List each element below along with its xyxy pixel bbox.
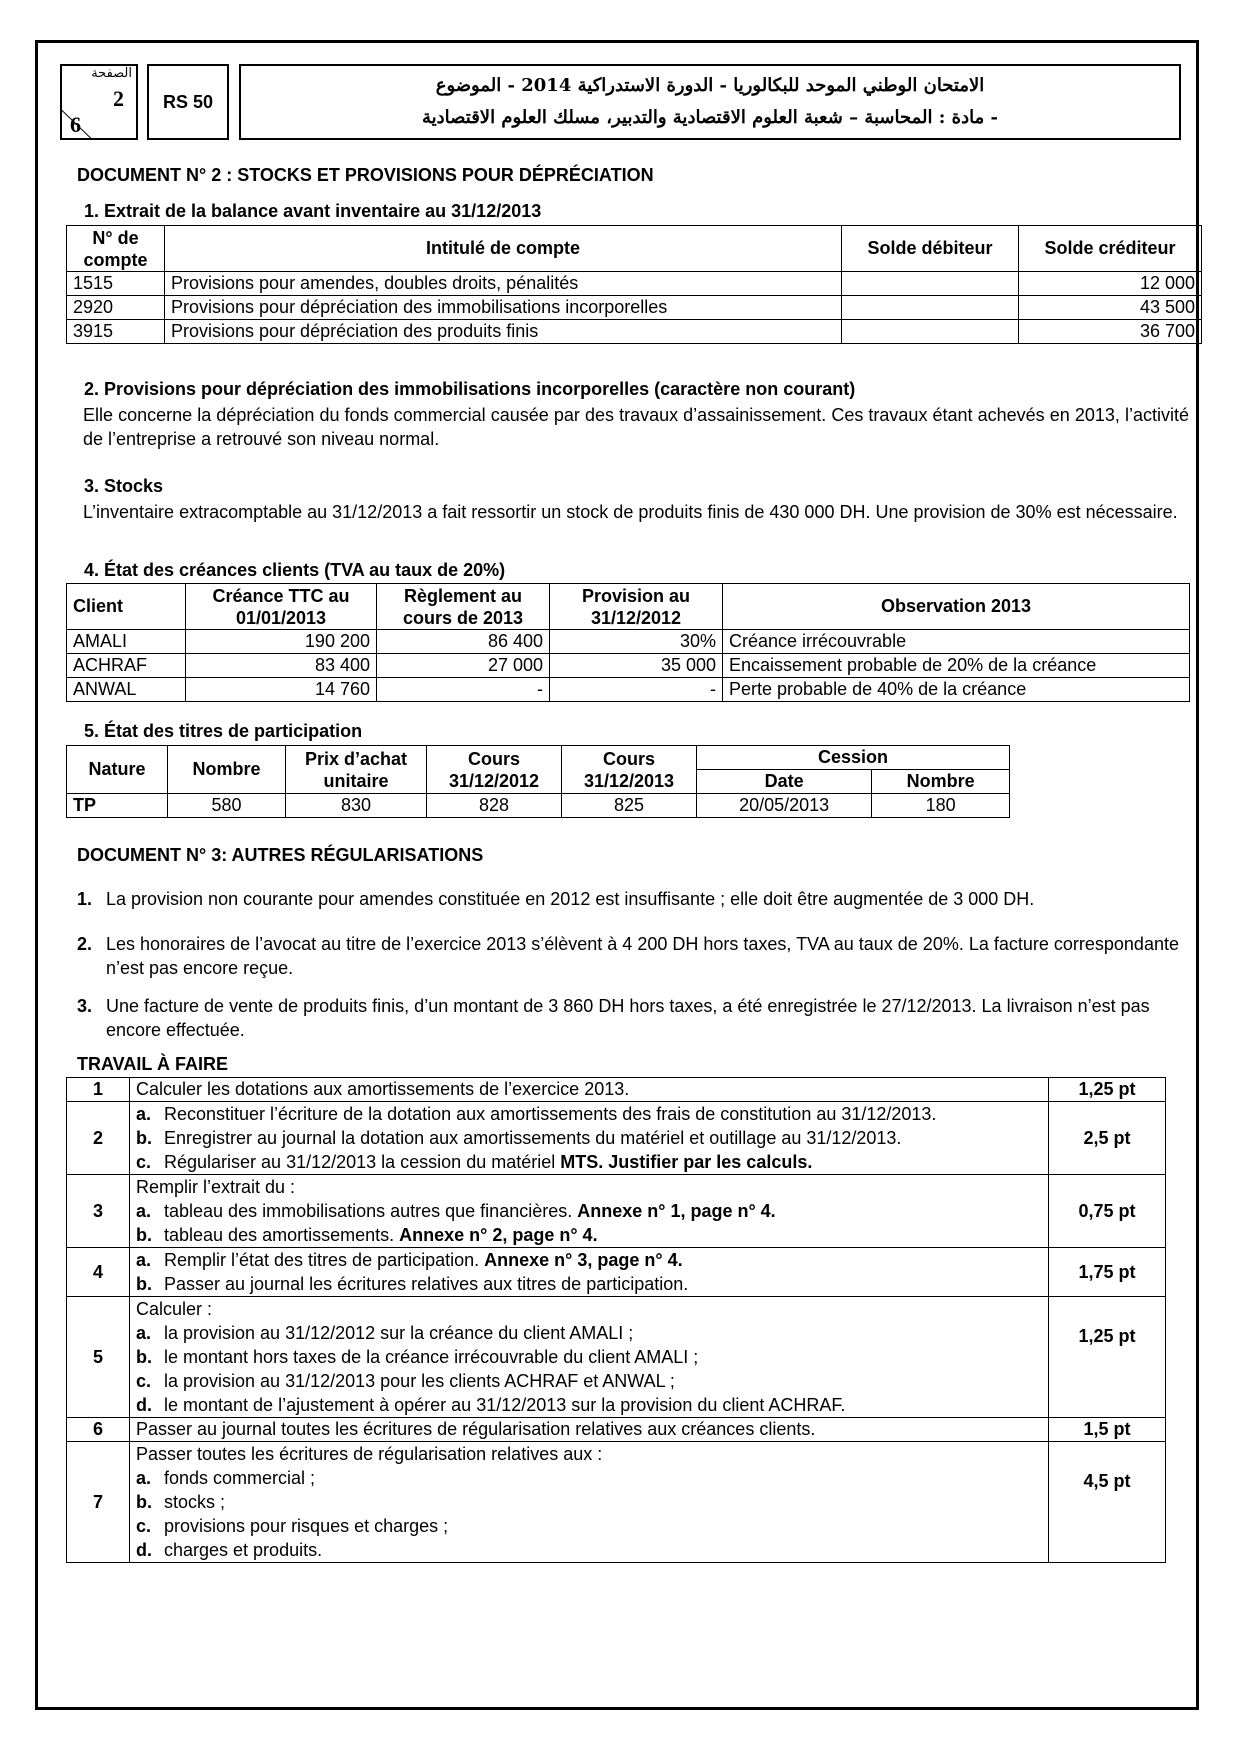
section2-text: Elle concerne la dépréciation du fonds commercial causée par des travaux d’assainissement. Ces travaux étant achevés en 2013, l’activité de l’entreprise a retrouvé son niveau normal. [83,405,1189,449]
col-client: Client [67,584,186,630]
item-text: Une facture de vente de produits finis, d’un montant de 3 860 DH hors taxes, a été enregistrée le 27/12/2013. La livraison n’est pas encore effectuée. [106,996,1150,1040]
subtask-text: charges et produits. [164,1540,323,1560]
table-row [67,794,1010,818]
subtask-text: provisions pour risques et charges ; [164,1516,449,1536]
item-text: La provision non courante pour amendes constituée en 2012 est insuffisante ; elle doit être augmentée de 3 000 DH. [106,889,1035,909]
cell-credit: 12 000 [1019,272,1202,296]
subtask-text: Remplir l’état des titres de participation. [164,1250,485,1270]
cell-reglement: 86 400 [377,630,550,654]
col-prix-achat: Prix d’achat unitaire [286,746,427,794]
cell-debit [842,320,1019,344]
cell-num: 3915 [67,320,165,344]
table-row [67,678,1190,702]
task-text [130,1297,1049,1418]
col-provision: Provision au 31/12/2012 [550,584,723,630]
col-cession-nombre: Nombre [872,770,1010,794]
cell-observation: Perte probable de 40% de la créance [723,678,1190,702]
doc3-item [77,932,1186,980]
doc2-title: DOCUMENT N° 2 : STOCKS ET PROVISIONS POUR DÉPRÉCIATION [77,165,654,185]
subtask-text: la provision au 31/12/2013 pour les clients ACHRAF et ANWAL ; [164,1371,675,1391]
cell-creance: 83 400 [186,654,377,678]
task-intro: Passer toutes les écritures de régularisation relatives aux : [136,1444,603,1464]
cell-creance: 14 760 [186,678,377,702]
col-num-compte: N° de compte [67,226,165,272]
page-number-box [60,64,138,140]
task-points: 2,5 pt [1049,1102,1166,1175]
exam-title-line1: الامتحان الوطني الموحد للبكالوريا - الدورة الاستدراكية 2014 - الموضوع [435,75,985,96]
item-number: 3. [77,996,93,1016]
cell-label: Provisions pour dépréciation des immobilisations incorporelles [165,296,842,320]
subtask-text: la provision au 31/12/2012 sur la créance du client AMALI ; [164,1323,634,1343]
section3-text: L’inventaire extracomptable au 31/12/2013 a fait ressortir un stock de produits finis de 430 000 DH. Une provision de 30% est nécessaire. [83,502,1178,522]
letter: c. [136,1152,152,1172]
cell-date: 20/05/2013 [697,794,872,818]
cell-cours-2012: 828 [427,794,562,818]
cell-debit [842,272,1019,296]
subtask-text: Enregistrer au journal la dotation aux amortissements du matériel et outillage au 31/12/2013. [164,1128,902,1148]
letter: b. [136,1347,152,1367]
subtask-emphasis: Annexe n° 1, page n° 4. [577,1201,776,1221]
table-row [67,296,1202,320]
task-number: 4 [67,1248,130,1297]
subtask-emphasis: MTS. Justifier par les calculs. [560,1152,813,1172]
cell-observation: Encaissement probable de 20% de la créance [723,654,1190,678]
col-reglement: Règlement au cours de 2013 [377,584,550,630]
cell-observation: Créance irrécouvrable [723,630,1190,654]
col-credit: Solde créditeur [1019,226,1202,272]
letter: a. [136,1323,152,1343]
letter: c. [136,1371,152,1391]
cell-reglement: - [377,678,550,702]
item-number: 2. [77,934,93,954]
letter: a. [136,1468,152,1488]
task-number: 3 [67,1175,130,1248]
subtask-emphasis: Annexe n° 3, page n° 4. [484,1250,683,1270]
task-row [67,1102,1166,1175]
task-points: 1,25 pt [1049,1297,1166,1418]
subtask-text: stocks ; [164,1492,226,1512]
task-intro: Remplir l’extrait du : [136,1177,296,1197]
task-intro: Calculer : [136,1299,213,1319]
travail-table [66,1077,1166,1563]
task-text: Passer au journal toutes les écritures de régularisation relatives aux créances clients. [130,1418,1049,1442]
subtask-text: Passer au journal les écritures relatives aux titres de participation. [164,1274,689,1294]
task-points: 1,25 pt [1049,1078,1166,1102]
task-text [130,1175,1049,1248]
task-row [67,1297,1166,1418]
col-cession-date: Date [697,770,872,794]
col-debit: Solde débiteur [842,226,1019,272]
clients-table [66,583,1190,702]
cell-nombre: 580 [168,794,286,818]
task-text: Calculer les dotations aux amortissements de l’exercice 2013. [130,1078,1049,1102]
section3-title: 3. Stocks [84,476,164,496]
exam-code: RS 50 [147,64,229,140]
section1-title: 1. Extrait de la balance avant inventaire au 31/12/2013 [84,201,542,221]
section5-title: 5. État des titres de participation [84,721,363,741]
letter: a. [136,1250,152,1270]
cell-num: 2920 [67,296,165,320]
task-number: 6 [67,1418,130,1442]
letter: a. [136,1201,152,1221]
doc3-title: DOCUMENT N° 3: AUTRES RÉGULARISATIONS [77,845,484,865]
subtask-text: Reconstituer l’écriture de la dotation aux amortissements des frais de constitution au 31/12/2013. [164,1104,937,1124]
cell-cours-2013: 825 [562,794,697,818]
subtask-text: tableau des immobilisations autres que financières. [164,1201,578,1221]
task-row [67,1078,1166,1102]
task-row [67,1418,1166,1442]
task-number: 2 [67,1102,130,1175]
doc3-item [77,887,1197,911]
col-observation: Observation 2013 [723,584,1190,630]
balance-table [66,225,1202,344]
cell-nb-cedes: 180 [872,794,1010,818]
section4-title: 4. État des créances clients (TVA au taux de 20%) [84,560,506,580]
task-text [130,1442,1049,1563]
cell-client: ACHRAF [67,654,186,678]
subtask-text: le montant hors taxes de la créance irrécouvrable du client AMALI ; [164,1347,699,1367]
subtask-text: Régulariser au 31/12/2013 la cession du matériel [164,1152,561,1172]
cell-num: 1515 [67,272,165,296]
col-nombre: Nombre [168,746,286,794]
page-label: الصفحة [91,66,132,81]
task-number: 7 [67,1442,130,1563]
cell-reglement: 27 000 [377,654,550,678]
task-text [130,1248,1049,1297]
item-number: 1. [77,889,93,909]
table-row [67,272,1202,296]
cell-nature: TP [67,794,168,818]
letter: b. [136,1492,152,1512]
cell-provision: 30% [550,630,723,654]
table-row [67,630,1190,654]
doc3-item [77,994,1186,1042]
item-text: Les honoraires de l’avocat au titre de l’exercice 2013 s’élèvent à 4 200 DH hors taxes, TVA au taux de 20%. La facture correspondante n’est pas encore reçue. [106,934,1179,978]
page-number: 2 [113,86,124,111]
cell-creance: 190 200 [186,630,377,654]
col-nature: Nature [67,746,168,794]
task-points: 4,5 pt [1049,1442,1166,1563]
subtask-text: le montant de l’ajustement à opérer au 31/12/2013 sur la provision du client ACHRAF. [164,1395,846,1415]
travail-title: TRAVAIL À FAIRE [77,1054,229,1074]
table-row [67,654,1190,678]
cell-client: ANWAL [67,678,186,702]
task-number: 5 [67,1297,130,1418]
letter: b. [136,1225,152,1245]
subtask-emphasis: Annexe n° 2, page n° 4. [399,1225,598,1245]
letter: b. [136,1128,152,1148]
col-creance: Créance TTC au 01/01/2013 [186,584,377,630]
page-total: 6 [70,112,81,137]
letter: b. [136,1274,152,1294]
letter: c. [136,1516,152,1536]
task-points: 1,75 pt [1049,1248,1166,1297]
task-row [67,1175,1166,1248]
cell-credit: 43 500 [1019,296,1202,320]
titres-table [66,745,1010,818]
cell-provision: 35 000 [550,654,723,678]
task-text [130,1102,1049,1175]
task-points: 1,5 pt [1049,1418,1166,1442]
exam-title-box [239,64,1181,140]
cell-provision: - [550,678,723,702]
subtask-text: tableau des amortissements. [164,1225,400,1245]
task-row [67,1442,1166,1563]
cell-client: AMALI [67,630,186,654]
cell-label: Provisions pour amendes, doubles droits, pénalités [165,272,842,296]
exam-title-line2: - مادة : المحاسبة – شعبة العلوم الاقتصادية والتدبير، مسلك العلوم الاقتصادية [422,107,998,128]
col-intitule: Intitulé de compte [165,226,842,272]
section2-title: 2. Provisions pour dépréciation des immobilisations incorporelles (caractère non courant) [84,379,856,399]
letter: d. [136,1540,152,1560]
col-cours-2013: Cours 31/12/2013 [562,746,697,794]
subtask-text: fonds commercial ; [164,1468,316,1488]
table-row [67,320,1202,344]
col-cours-2012: Cours 31/12/2012 [427,746,562,794]
cell-label: Provisions pour dépréciation des produits finis [165,320,842,344]
cell-prix: 830 [286,794,427,818]
letter: a. [136,1104,152,1124]
task-row [67,1248,1166,1297]
cell-credit: 36 700 [1019,320,1202,344]
col-cession: Cession [697,746,1010,770]
cell-debit [842,296,1019,320]
task-number: 1 [67,1078,130,1102]
letter: d. [136,1395,152,1415]
task-points: 0,75 pt [1049,1175,1166,1248]
